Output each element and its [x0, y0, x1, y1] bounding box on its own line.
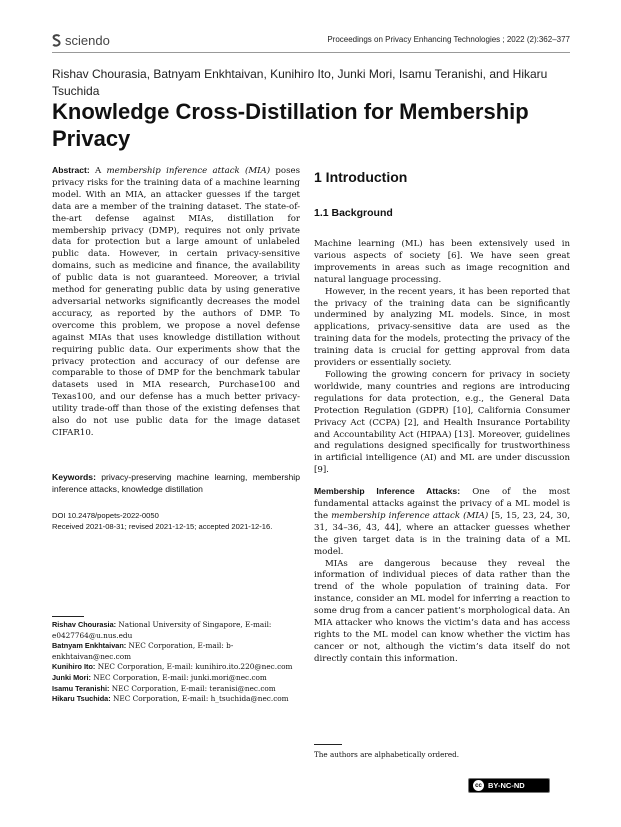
- affiliation-text: National University of Singapore, E-mail: e0427764@u.nus.edu: [52, 620, 272, 640]
- affiliation-name: Isamu Teranishi:: [52, 683, 110, 693]
- footnote: The authors are alphabetically ordered.: [314, 750, 459, 759]
- paragraph-italic: membership inference attack (MIA): [331, 510, 489, 521]
- paragraph: Machine learning (ML) has been extensively used in various aspects of society [6]. We have seen great improvements in areas such as image recognition and natural language processing.: [314, 239, 570, 285]
- author-list: Rishav Chourasia, Batnyam Enkhtaivan, Kunihiro Ito, Junki Mori, Isamu Teranishi, and Hikaru Tsuchida: [52, 67, 548, 98]
- license-badge[interactable]: [468, 778, 550, 793]
- affiliation-item: [52, 620, 300, 641]
- abstract: [52, 165, 300, 440]
- footnote-rule: [314, 744, 342, 745]
- subsection-heading: 1.1 Background: [314, 207, 393, 219]
- creative-commons-icon: cc: [473, 780, 484, 791]
- journal-citation: Proceedings on Privacy Enhancing Technologies ; 2022 (2):362–377: [327, 35, 570, 44]
- keywords-text: privacy-preserving machine learning, membership inference attacks, knowledge distillation: [52, 472, 300, 494]
- affiliation-name: Hikaru Tsuchida:: [52, 694, 111, 704]
- paragraph: Following the growing concern for privacy in society worldwide, many countries and regions are introducing regulations for data protection, e.g., the General Data Protection Regulation (GDPR) [10], California Consumer Privacy Act (CCPA) [2], and Health Insurance Portability and Accountability Act (HIPAA) [13]. Moreover, guidelines and regulations designed specifically for trustworthiness in artificial intelligence (AI) and ML are under discussion [9].: [314, 369, 570, 476]
- affiliation-item: [52, 694, 300, 705]
- paragraph-pre: One of the most fundamental attacks against the privacy of a ML model is the: [314, 487, 570, 521]
- affiliation-name: Rishav Chourasia:: [52, 620, 117, 629]
- publication-info: [52, 510, 302, 532]
- sciendo-logo-icon: [52, 34, 61, 47]
- keywords: [52, 471, 300, 495]
- section-heading: 1 Introduction: [314, 169, 408, 185]
- abstract-label: Abstract:: [52, 165, 90, 175]
- affiliation-text: NEC Corporation, E-mail: teranisi@nec.com: [109, 683, 276, 693]
- abstract-pre: A: [89, 166, 107, 176]
- abstract-body: poses privacy risks for the training data of a machine learning model. With an MIA, an attacker guesses if the target data are a member of the training dataset. The state-of-the-art defense against MIAs, distillation for membership privacy (DMP), requires not only private data for protection but a large amount of unlabeled public data. However, in certain privacy-sensitive domains, such as medicine and finance, the availability of public data is not guaranteed. Moreover, a trivial method for generating public data by using generative adversarial networks significantly decreases the model accuracy, as reported by the authors of DMP. To overcome this problem, we propose a novel defense against MIAs that uses knowledge distillation without requiring public data. Our experiments show that the privacy protection and accuracy of our defense are comparable to those of DMP for the benchmark tabular datasets used in MIA research, Purchase100 and Texas100, and our defense has a much better privacy-utility trade-off than those of the existing defenses that also do not use public data for the image dataset CIFAR10.: [52, 166, 300, 438]
- page-header: [52, 33, 570, 49]
- affiliation-text: NEC Corporation, E-mail: kunihiro.ito.220@nec.com: [95, 662, 293, 672]
- publisher-logo: [52, 33, 110, 48]
- affiliation-name: Kunihiro Ito:: [52, 662, 96, 672]
- paragraph-mia: [314, 486, 570, 558]
- abstract-italic: membership inference attack (MIA): [106, 166, 271, 176]
- affiliations: [52, 620, 300, 705]
- publisher-name: sciendo: [65, 33, 110, 48]
- paper-title: Knowledge Cross-Distillation for Membership Privacy: [52, 99, 529, 151]
- paragraph-post: [5, 15, 23, 24, 30, 31, 34–36, 43, 44], where an attacker guesses whether the given target data is in the training data of a ML model.: [314, 510, 570, 557]
- affiliation-rule: [52, 616, 84, 617]
- paragraph-heading: Membership Inference Attacks:: [314, 486, 461, 497]
- paragraph: MIAs are dangerous because they reveal the information of individual pieces of data rather than the trend of the whole population of training data. For instance, consider an ML model for inferring a reaction to some drug from a cancer patient’s morphological data. An MIA attacker who knows the victim’s data and has access rights to the ML model can know whether the victim has cancer or not, although the victim’s data itself do not directly contain this information.: [314, 558, 570, 664]
- keywords-label: Keywords:: [52, 472, 96, 482]
- affiliation-name: Junki Mori:: [52, 672, 91, 682]
- body-text: [314, 239, 570, 666]
- affiliation-item: [52, 641, 300, 662]
- license-text: BY-NC-ND: [488, 781, 525, 790]
- affiliation-name: Batnyam Enkhtaivan:: [52, 641, 127, 651]
- affiliation-text: NEC Corporation, E-mail: junki.mori@nec.com: [90, 672, 267, 682]
- paragraph: However, in the recent years, it has been reported that the privacy of the training data can be significantly undermined by analyzing ML models. Since, in most applications, privacy-sensitive data are used as the training data for the models, protecting the privacy of the training data is crucial for getting approval from data providers or essentially society.: [314, 286, 570, 369]
- received-dates: Received 2021-08-31; revised 2021-12-15; accepted 2021-12-16.: [52, 522, 273, 531]
- doi: DOI 10.2478/popets-2022-0050: [52, 511, 159, 520]
- header-rule: [52, 52, 570, 53]
- affiliation-text: NEC Corporation, E-mail: h_tsuchida@nec.com: [110, 694, 289, 704]
- affiliation-text: NEC Corporation, E-mail: b-enkhtaivan@nec.com: [52, 641, 234, 661]
- affiliation-item: [52, 684, 300, 695]
- affiliation-item: [52, 673, 300, 684]
- affiliation-item: [52, 662, 300, 673]
